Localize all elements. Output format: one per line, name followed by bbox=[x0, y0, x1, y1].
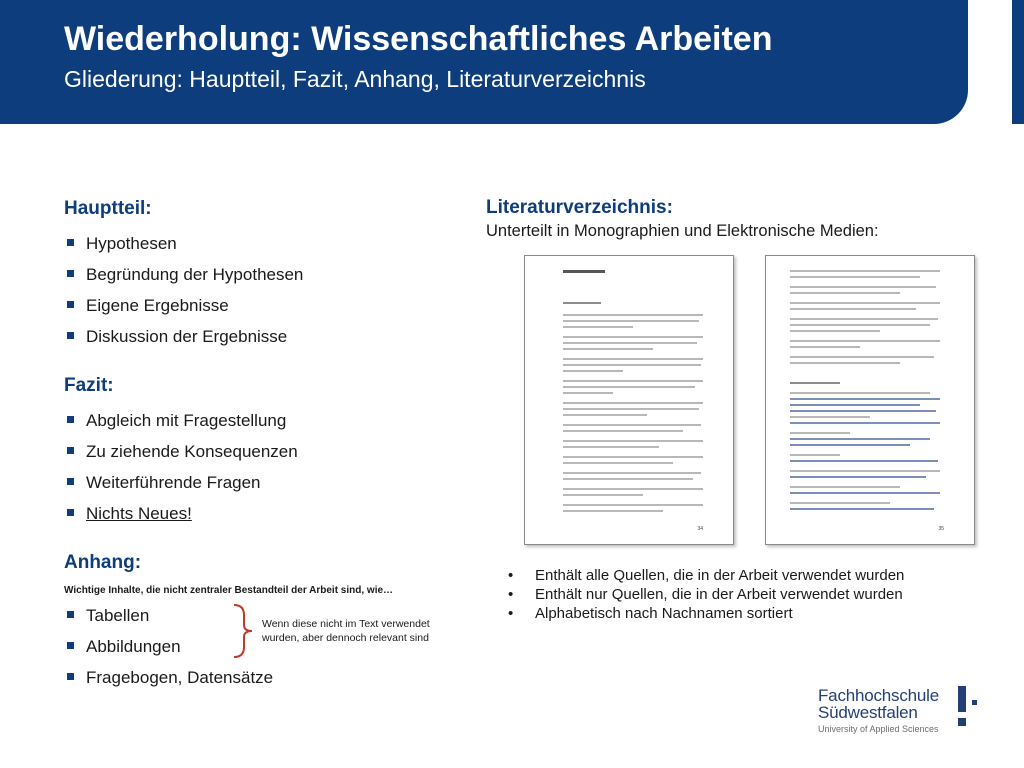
fazit-heading: Fazit: bbox=[64, 375, 114, 396]
list-item bbox=[508, 604, 904, 623]
list-item bbox=[64, 321, 303, 352]
square-bullet-icon bbox=[67, 301, 74, 308]
list-item-text: Nichts Neues! bbox=[86, 504, 192, 523]
bibliography-page-thumbnail bbox=[524, 255, 734, 545]
list-item-text: Diskussion der Ergebnisse bbox=[86, 327, 288, 346]
list-item-text: Eigene Ergebnisse bbox=[86, 296, 229, 315]
square-bullet-icon bbox=[67, 332, 74, 339]
literatur-bullets bbox=[508, 566, 904, 623]
square-bullet-icon bbox=[67, 270, 74, 277]
square-bullet-icon bbox=[67, 611, 74, 618]
square-bullet-icon bbox=[67, 239, 74, 246]
header-banner bbox=[0, 0, 968, 124]
brace-note-line: Wenn diese nicht im Text verwendet bbox=[262, 618, 430, 630]
slide-subtitle: Gliederung: Hauptteil, Fazit, Anhang, Literaturverzeichnis bbox=[64, 66, 646, 92]
dot-bullet-icon: • bbox=[508, 605, 514, 622]
list-item bbox=[64, 290, 303, 321]
brace-note bbox=[262, 617, 430, 645]
dot-bullet-icon: • bbox=[508, 567, 514, 584]
square-bullet-icon bbox=[67, 416, 74, 423]
hauptteil-heading: Hauptteil: bbox=[64, 198, 152, 219]
list-item-text: Weiterführende Fragen bbox=[86, 473, 261, 492]
list-item bbox=[64, 498, 298, 529]
logo-tagline: University of Applied Sciences bbox=[818, 724, 939, 734]
list-item-text: Tabellen bbox=[86, 606, 150, 625]
list-item bbox=[64, 662, 273, 693]
logo-name-line2: Südwestfalen bbox=[818, 703, 918, 722]
list-item-text: Zu ziehende Konsequenzen bbox=[86, 442, 298, 461]
list-item bbox=[64, 467, 298, 498]
literatur-heading: Literaturverzeichnis: bbox=[486, 197, 673, 218]
logo-dot-icon bbox=[958, 718, 966, 726]
list-item-text: Abgleich mit Fragestellung bbox=[86, 411, 287, 430]
page-number: 34 bbox=[697, 526, 703, 532]
header-edge bbox=[1012, 0, 1024, 124]
square-bullet-icon bbox=[67, 642, 74, 649]
logo-exclamation-icon bbox=[958, 686, 966, 712]
list-item bbox=[64, 405, 298, 436]
square-bullet-icon bbox=[67, 447, 74, 454]
slide-title: Wiederholung: Wissenschaftliches Arbeiten bbox=[64, 20, 773, 58]
brace-note-line: wurden, aber dennoch relevant sind bbox=[262, 632, 429, 644]
list-item bbox=[64, 228, 303, 259]
anhang-heading: Anhang: bbox=[64, 552, 142, 573]
page-number: 35 bbox=[938, 526, 944, 532]
square-bullet-icon bbox=[67, 478, 74, 485]
list-item bbox=[64, 436, 298, 467]
list-item bbox=[508, 585, 904, 604]
literatur-subheading: Unterteilt in Monographien und Elektronische Medien: bbox=[486, 222, 879, 240]
fazit-list bbox=[64, 405, 298, 529]
list-item-text: Abbildungen bbox=[86, 637, 181, 656]
list-item-text: Alphabetisch nach Nachnamen sortiert bbox=[535, 605, 793, 622]
hauptteil-list bbox=[64, 228, 303, 352]
list-item bbox=[508, 566, 904, 585]
bibliography-page-thumbnail bbox=[765, 255, 975, 545]
curly-brace-icon bbox=[230, 603, 258, 659]
square-bullet-icon bbox=[67, 509, 74, 516]
list-item-text: Enthält nur Quellen, die in der Arbeit verwendet wurden bbox=[535, 586, 903, 603]
list-item-text: Fragebogen, Datensätze bbox=[86, 668, 274, 687]
anhang-note: Wichtige Inhalte, die nicht zentraler Bestandteil der Arbeit sind, wie… bbox=[64, 585, 394, 596]
square-bullet-icon bbox=[67, 673, 74, 680]
logo-small-dot-icon bbox=[972, 700, 977, 705]
dot-bullet-icon: • bbox=[508, 586, 514, 603]
list-item-text: Hypothesen bbox=[86, 234, 177, 253]
doc-title-line bbox=[563, 270, 605, 273]
list-item-text: Enthält alle Quellen, die in der Arbeit verwendet wurden bbox=[535, 567, 905, 584]
university-logo bbox=[818, 686, 978, 736]
logo-name-line1: Fachhochschule bbox=[818, 686, 939, 705]
list-item-text: Begründung der Hypothesen bbox=[86, 265, 304, 284]
list-item bbox=[64, 259, 303, 290]
